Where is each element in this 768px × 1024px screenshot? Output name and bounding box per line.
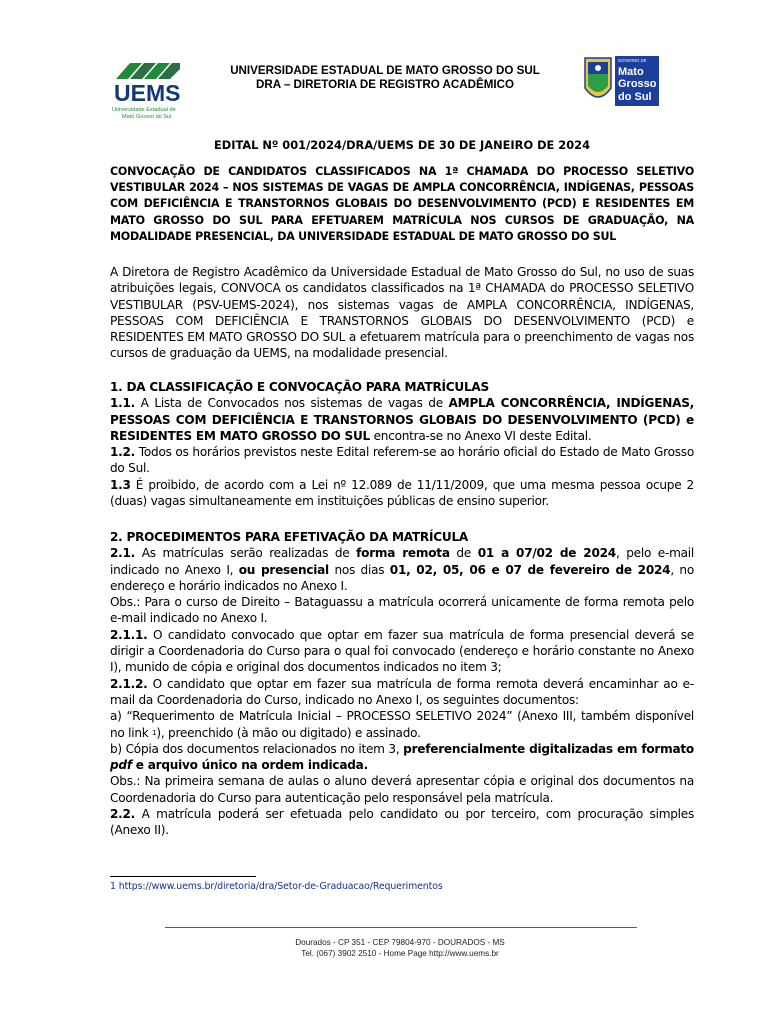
item-2-1-1: 2.1.1. O candidato convocado que optar em fazer sua matrícula de forma presencial deverá se dirigir a Coordenadoria do Curso para o qual foi convocado (endereço e horário constante no Anexo I), munido de cópia e original dos documentos indicados no item 3; (110, 627, 694, 675)
gov-ms-logo (581, 54, 661, 108)
intro-paragraph: A Diretora de Registro Acadêmico da Universidade Estadual de Mato Grosso do Sul, no uso de suas atribuições legais, CONVOCA os candidatos classificados na 1ª CHAMADA do PROCESSO SELETIVO VESTIBULAR (PSV-UEMS-2024), nos sistemas vagas de AMPLA CONCORRÊNCIA, INDÍGENAS, PESSOAS COM DEFICIÊNCIA E TRANSTORNOS GLOBAIS DO DESENVOLVIMENTO (PCD) e RESIDENTES EM MATO GROSSO DO SUL a efetuarem matrícula para o preenchimento de vagas nos cursos de graduação da UEMS, na modalidade presencial. (110, 265, 694, 361)
section-1-heading: 1. DA CLASSIFICAÇÃO E CONVOCAÇÃO PARA MATRÍCULAS (110, 380, 489, 394)
letterhead-university: UNIVERSIDADE ESTADUAL DE MATO GROSSO DO SUL (230, 64, 540, 77)
gov-ms-logo-l3: do Sul (618, 91, 652, 103)
section-1 (110, 379, 694, 509)
footer-address: Dourados - CP 351 - CEP 79804-970 - DOURADOS - MS (295, 938, 505, 947)
footnote-ref[interactable]: 1 (152, 728, 157, 737)
item-1-3: 1.3 É proibido, de acordo com a Lei nº 12.089 de 11/11/2009, que uma mesma pessoa ocupe 2 (duas) vagas simultaneamente em instituições públicas de ensino superior. (110, 477, 694, 509)
page-footer (200, 938, 600, 959)
section-2-heading: 2. PROCEDIMENTOS PARA EFETIVAÇÃO DA MATRÍCULA (110, 530, 469, 544)
footnote (110, 881, 443, 892)
convocacao-heading: CONVOCAÇÃO DE CANDIDATOS CLASSIFICADOS NA 1ª CHAMADA DO PROCESSO SELETIVO VESTIBULAR 2024 – NOS SISTEMAS DE VAGAS DE AMPLA CONCORRÊNCIA, INDÍGENAS, PESSOAS COM DEFICIÊNCIA E TRANSTORNOS GLOBAIS DO DESENVOLVIMENTO (PCD) E RESIDENTES EM MATO GROSSO DO SUL PARA EFETUAREM MATRÍCULA NOS CURSOS DE GRADUAÇÃO, NA MODALIDADE PRESENCIAL, DA UNIVERSIDADE ESTADUAL DE MATO GROSSO DO SUL (110, 165, 694, 243)
footnote-divider (110, 876, 256, 877)
item-b: b) Cópia dos documentos relacionados no item 3, preferencialmente digitalizadas em formato pdf e arquivo único na ordem indicada. (110, 741, 694, 773)
edital-title: EDITAL Nº 001/2024/DRA/UEMS DE 30 DE JANEIRO DE 2024 (213, 138, 590, 152)
item-2-1-2: 2.1.2. O candidato que optar em fazer sua matrícula de forma remota deverá encaminhar ao e-mail da Coordenadoria do Curso, indicado no Anexo I, os seguintes documentos: (110, 676, 694, 707)
item-1-1: 1.1. A Lista de Convocados nos sistemas de vagas de AMPLA CONCORRÊNCIA, INDÍGENAS, PESSOAS COM DEFICIÊNCIA E TRANSTORNOS GLOBAIS DO DESENVOLVIMENTO (PCD) e RESIDENTES EM MATO GROSSO DO SUL encontra-se no Anexo VI deste Edital. (110, 396, 695, 443)
obs-direito: Obs.: Para o curso de Direito – Bataguassu a matrícula ocorrerá unicamente de forma remota pelo e-mail indicado no Anexo I. (110, 595, 694, 626)
uems-logo-word: UEMS (114, 80, 181, 106)
item-1-2: 1.2. Todos os horários previstos neste Edital referem-se ao horário oficial do Estado de Mato Grosso do Sul. (110, 445, 694, 476)
uems-logo-sub2: Mato Grosso do Sul (122, 114, 172, 120)
obs-primeira-semana: Obs.: Na primeira semana de aulas o aluno deverá apresentar cópia e original dos documentos na Coordenadoria do Curso para autenticação pelo responsável pela matrícula. (110, 774, 694, 805)
item-2-1: 2.1. As matrículas serão realizadas de forma remota de 01 a 07/02 de 2024, pelo e-mail indicado no Anexo I, ou presencial nos dias 01, 02, 05, 06 e 07 de fevereiro de 2024, no endereço e horário indicados no Anexo I. (110, 546, 694, 593)
gov-ms-logo-l1: Mato (618, 66, 644, 78)
letterhead-directorate: DRA – DIRETORIA DE REGISTRO ACADÊMICO (255, 77, 515, 91)
footer-divider (165, 927, 637, 928)
uems-logo-sub1: Universidade Estadual de (112, 107, 176, 113)
uems-logo-emblem (116, 63, 180, 79)
footnote-link[interactable]: https://www.uems.br/diretoria/dra/Setor-de-Graduacao/Requerimentos (118, 881, 443, 892)
item-2-2: 2.2. A matrícula poderá ser efetuada pelo candidato ou por terceiro, com procuração simples (Anexo II). (110, 807, 694, 838)
footnote-number: 1 (110, 881, 116, 892)
uems-logo (108, 55, 186, 121)
section-2 (110, 529, 694, 839)
gov-ms-coat-of-arms-icon (585, 58, 611, 97)
footer-contact: Tel. (067) 3902 2510 - Home Page http://www.uems.br (301, 948, 499, 958)
letterhead (200, 64, 570, 91)
item-a: a) “Requerimento de Matrícula Inicial – PROCESSO SELETIVO 2024” (Anexo III, também disponível no link $^1$), preenchido (à mão ou digitado) e assinado. (110, 709, 694, 740)
gov-ms-logo-top: GOVERNO DE (618, 58, 647, 63)
gov-ms-logo-l2: Grosso (618, 78, 657, 90)
